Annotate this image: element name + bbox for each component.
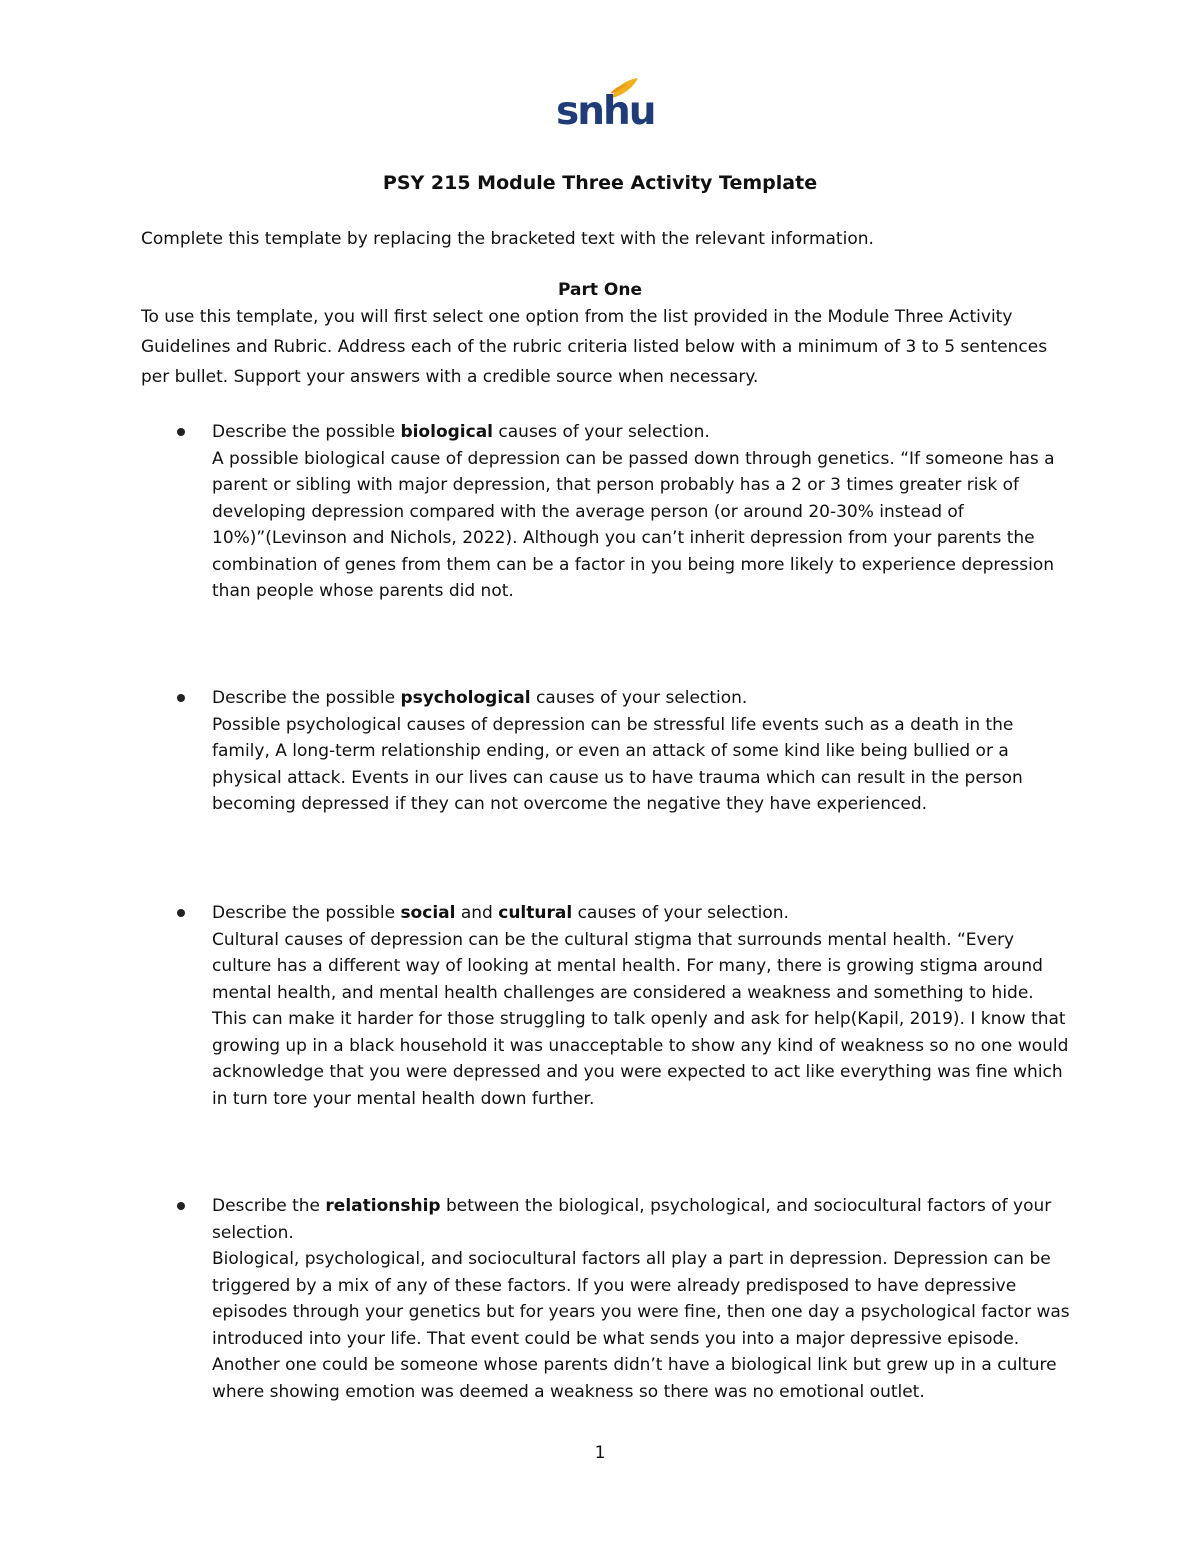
logo-wordmark: snhu [556,89,655,134]
bullet-icon [177,909,185,917]
bullet-answer: Cultural causes of depression can be the cultural stigma that surrounds mental health. “Every culture has a different way of looking at mental health. For many, there is growing stigma around mental health, and mental health challenges are considered a weakness and something to hide. This can make it harder for those struggling to talk openly and ask for help(Kapil, 2019). I know that growing up in a black household it was unacceptable to show any kind of weakness so no one would acknowledge that you were depressed and you were expected to act like everything was fine which in turn tore your mental health down further. [212,929,1069,1109]
bullet-icon [177,694,185,702]
snhu-logo [556,76,655,136]
bullet-prompt: Describe the possible biological causes of your selection. [212,422,710,442]
bullet-icon [177,1202,185,1210]
bullet-answer: A possible biological cause of depression can be passed down through genetics. “If someone has a parent or sibling with major depression, that person probably has a 2 or 3 times greater risk of developing depression compared with the average person (or around 20-30% instead of 10%)”(Levinson and Nichols, 2022). Although you can’t inherit depression from your parents the combination of genes from them can be a factor in you being more likely to experience depression than people whose parents did not. [212,448,1055,601]
bullet-icon [177,428,185,436]
instructions-text: Complete this template by replacing the bracketed text with the relevant information. [141,229,874,249]
part-one-heading: Part One [558,280,642,300]
bullet-prompt: Describe the possible social and cultural causes of your selection. [212,903,789,923]
bullet-answer: Biological, psychological, and sociocultural factors all play a part in depression. Depression can be triggered by a mix of any of these factors. If you were already predisposed to have depressive episodes through your genetics but for years you were fine, then one day a psychological factor was introduced into your life. That event could be what sends you into a major depressive episode. Another one could be someone whose parents didn’t have a biological link but grew up in a culture where showing emotion was deemed a weakness so there was no emotional outlet. [212,1249,1070,1402]
page-number: 1 [594,1443,606,1463]
page-title: PSY 215 Module Three Activity Template [382,172,818,194]
part-one-intro: To use this template, you will first select one option from the list provided in the Module Three Activity Guidelines and Rubric. Address each of the rubric criteria listed below with a minimum of 3 to 5 sentences per bullet. Support your answers with a credible source when necessary. [141,307,1048,387]
bullet-prompt: Describe the possible psychological causes of your selection. [212,688,748,708]
bullet-answer: Possible psychological causes of depression can be stressful life events such as a death in the family, A long-term relationship ending, or even an attack of some kind like being bullied or a physical attack. Events in our lives can cause us to have trauma which can result in the person becoming depressed if they can not overcome the negative they have experienced. [212,714,1023,814]
bullet-prompt: Describe the relationship between the biological, psychological, and sociocultural factors of your selection. [212,1196,1052,1243]
